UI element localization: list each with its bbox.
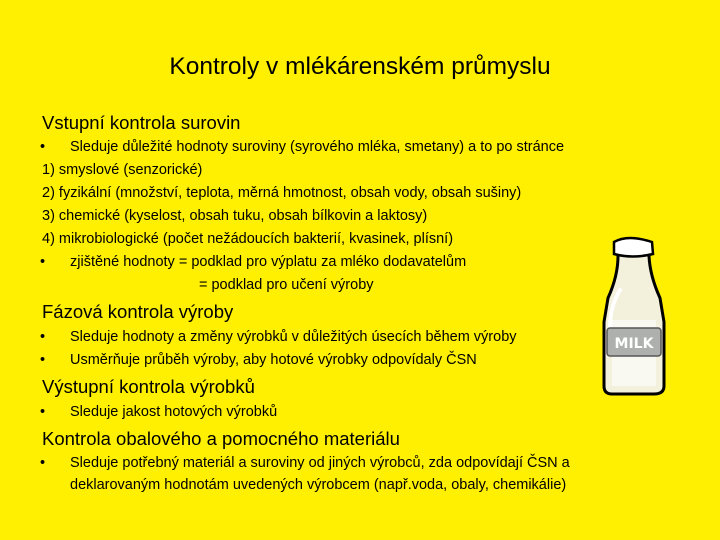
- input-control-line: 4) mikrobiologické (počet nežádoucích bakterií, kvasinek, plísní): [42, 231, 454, 247]
- phase-control-line: Sleduje hodnoty a změny výrobků v důležitých úsecích během výroby: [70, 329, 517, 345]
- milk-bottle-image: [598, 236, 670, 398]
- milk-label-text: MILK: [614, 336, 654, 352]
- bullet-marker: •: [40, 404, 46, 420]
- section-heading-packaging-control: Kontrola obalového a pomocného materiálu: [42, 428, 400, 449]
- input-control-line: Sleduje důležité hodnoty suroviny (syrového mléka, smetany) a to po stránce: [70, 139, 565, 155]
- phase-control-line: Usměrňuje průběh výroby, aby hotové výrobky odpovídaly ČSN: [70, 352, 477, 368]
- output-control-line: Sleduje jakost hotových výrobků: [70, 404, 278, 420]
- bullet-marker: •: [40, 455, 46, 471]
- slide-title: Kontroly v mlékárenském průmyslu: [169, 53, 551, 80]
- bullet-marker: •: [40, 139, 46, 155]
- bullet-marker: •: [40, 329, 46, 345]
- packaging-control-line: Sleduje potřebný materiál a suroviny od jiných výrobců, zda odpovídají ČSN a: [70, 455, 570, 471]
- input-control-line: zjištěné hodnoty = podklad pro výplatu za mléko dodavatelům: [70, 254, 467, 270]
- input-control-line: = podklad pro učení výroby: [199, 277, 374, 293]
- input-control-line: 2) fyzikální (množství, teplota, měrná hmotnost, obsah vody, obsah sušiny): [42, 185, 522, 201]
- section-heading-output-control: Výstupní kontrola výrobků: [42, 376, 255, 397]
- bullet-marker: •: [40, 254, 46, 270]
- input-control-line: 1) smyslové (senzorické): [42, 162, 203, 178]
- section-heading-input-control: Vstupní kontrola surovin: [42, 112, 241, 133]
- section-heading-phase-control: Fázová kontrola výroby: [42, 301, 234, 322]
- input-control-line: 3) chemické (kyselost, obsah tuku, obsah bílkovin a laktosy): [42, 208, 428, 224]
- packaging-control-line: deklarovaným hodnotám uvedených výrobcem (např.voda, obaly, chemikálie): [70, 477, 567, 493]
- bullet-marker: •: [40, 352, 46, 368]
